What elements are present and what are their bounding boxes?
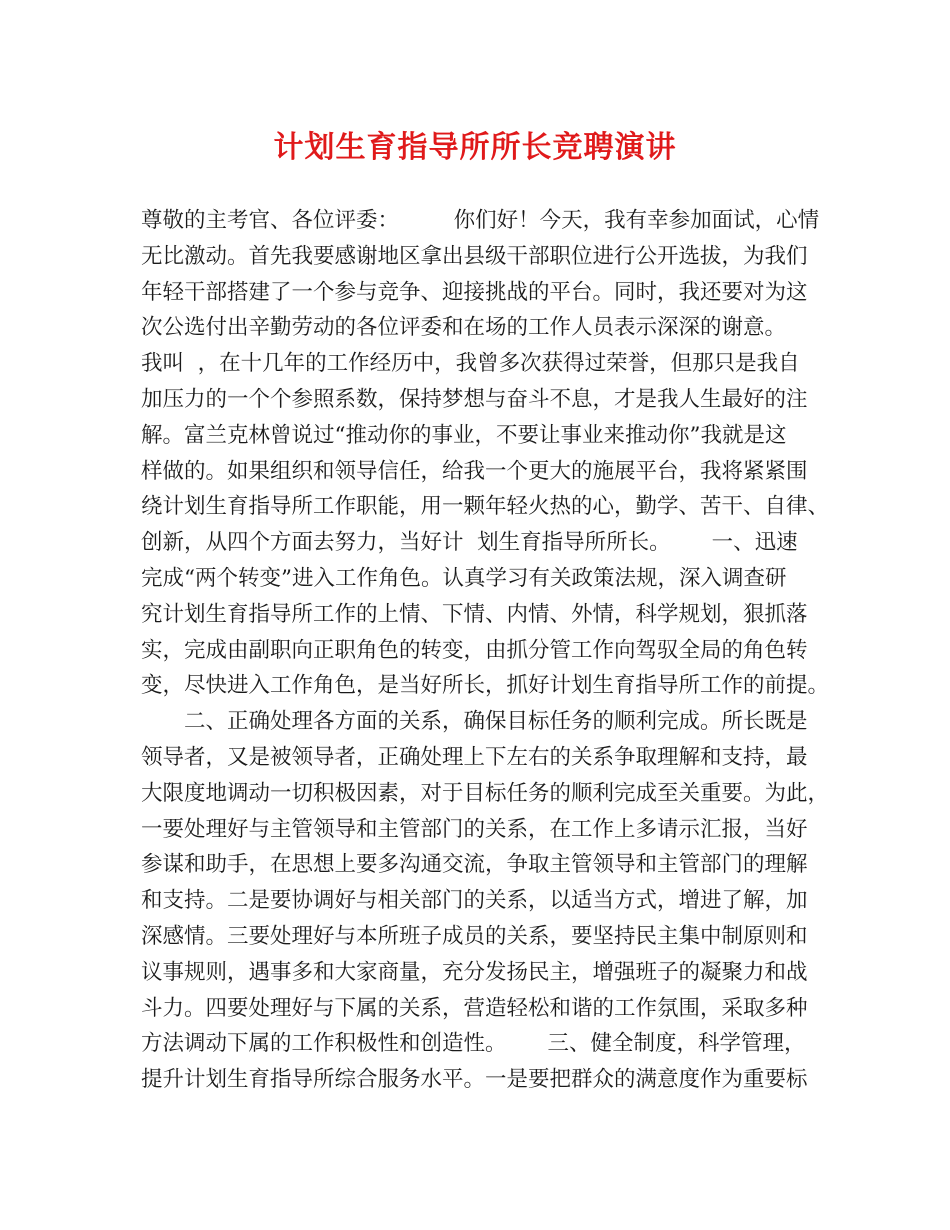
- body-line: 一要处理好与主管领导和主管部门的关系，在工作上多请示汇报，当好: [141, 816, 808, 842]
- body-line: 解。富兰克林曾说过“推动你的事业，不要让事业来推动你”我就是这: [141, 422, 787, 448]
- body-line: 究计划生育指导所工作的上情、下情、内情、外情，科学规划，狠抓落: [141, 601, 808, 627]
- body-line: 实，完成由副职向正职角色的转变，由抓分管工作向驾驭全局的角色转: [141, 637, 808, 663]
- body-line: 变，尽快进入工作角色，是当好所长，抓好计划生育指导所工作的前提。: [141, 673, 830, 699]
- document-body: [141, 203, 831, 1098]
- body-line: 提升计划生育指导所综合服务水平。一是要把群众的满意度作为重要标: [141, 1067, 808, 1093]
- body-line: 创新，从四个方面去努力，当好计 划生育指导所所长。 一、迅速: [141, 530, 798, 556]
- body-line: 和支持。二是要协调好与相关部门的关系，以适当方式，增进了解，加: [141, 888, 808, 914]
- body-line: 年轻干部搭建了一个参与竞争、迎接挑战的平台。同时，我还要对为这: [141, 279, 808, 305]
- body-line: 斗力。四要处理好与下属的关系，营造轻松和谐的工作氛围，采取多种: [141, 995, 808, 1021]
- body-line: 样做的。如果组织和领导信任，给我一个更大的施展平台，我将紧紧围: [141, 458, 808, 484]
- body-line: 深感情。三要处理好与本所班子成员的关系，要坚持民主集中制原则和: [141, 923, 808, 949]
- body-line: 尊敬的主考官、各位评委： 你们好！今天，我有幸参加面试，心情: [141, 208, 820, 233]
- body-line: 参谋和助手，在思想上要多沟通交流，争取主管领导和主管部门的理解: [141, 852, 808, 878]
- body-line: 无比激动。首先我要感谢地区拿出县级干部职位进行公开选拔，为我们: [141, 243, 808, 269]
- body-line: 领导者，又是被领导者，正确处理上下左右的关系争取理解和支持，最: [141, 744, 808, 770]
- body-line: 加压力的一个个参照系数，保持梦想与奋斗不息，才是我人生最好的注: [141, 386, 808, 412]
- body-line: 绕计划生育指导所工作职能，用一颗年轻火热的心，勤学、苦干、自律、: [141, 494, 830, 520]
- body-line: 完成“两个转变”进入工作角色。认真学习有关政策法规，深入调查研: [141, 565, 787, 591]
- page-title: 计划生育指导所所长竞聘演讲: [273, 130, 677, 165]
- body-line: 大限度地调动一切积极因素，对于目标任务的顺利完成至关重要。为此，: [141, 780, 830, 806]
- body-line: 二、正确处理各方面的关系，确保目标任务的顺利完成。所长既是: [184, 709, 808, 735]
- body-line: 议事规则，遇事多和大家商量，充分发扬民主，增强班子的凝聚力和战: [141, 959, 808, 985]
- body-line: 方法调动下属的工作积极性和创造性。 三、健全制度，科学管理，: [141, 1031, 806, 1057]
- body-line: 次公选付出辛勤劳动的各位评委和在场的工作人员表示深深的谢意。: [141, 315, 787, 341]
- body-line: 我叫 ，在十几年的工作经历中，我曾多次获得过荣誉，但那只是我自: [141, 351, 800, 377]
